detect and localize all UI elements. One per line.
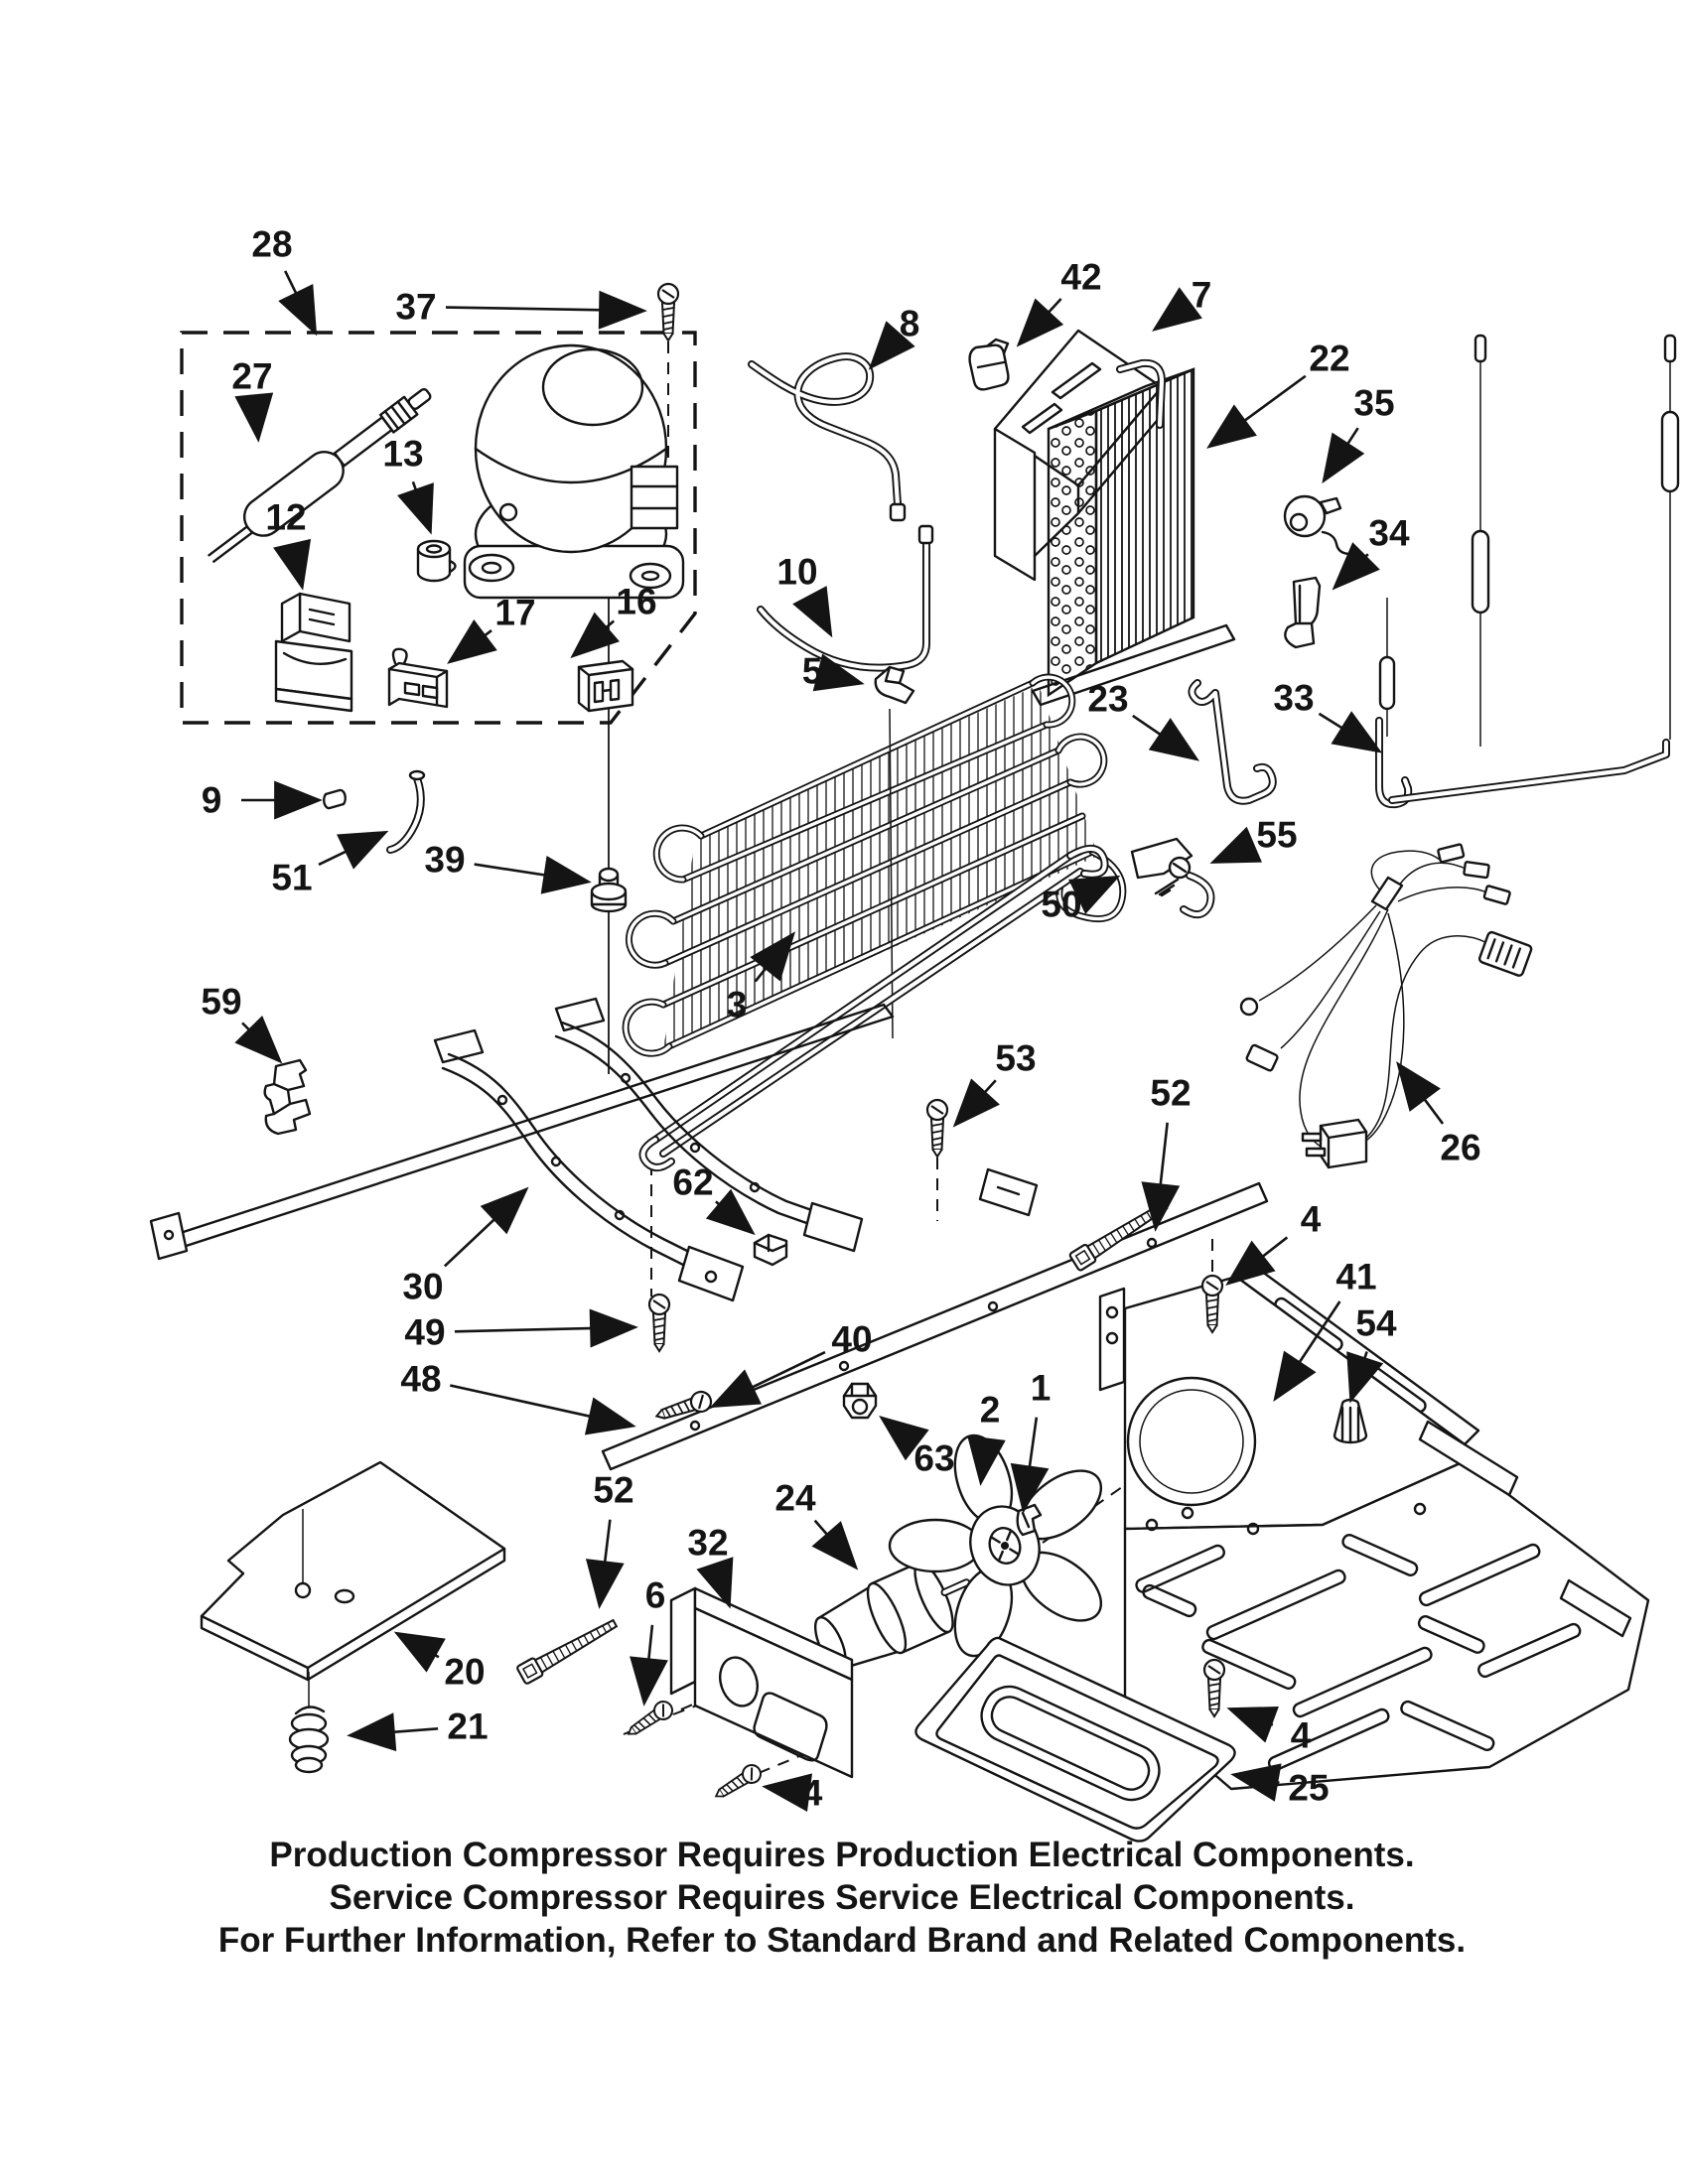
callout-label-13: 13 bbox=[382, 433, 424, 475]
callout-leader-22 bbox=[1210, 376, 1306, 446]
callout-label-55: 55 bbox=[1256, 814, 1298, 856]
callout-leader-50 bbox=[1088, 878, 1116, 891]
callout-leader-20 bbox=[398, 1634, 439, 1657]
callout-label-26: 26 bbox=[1440, 1127, 1481, 1168]
callout-label-50: 50 bbox=[1041, 884, 1082, 925]
callout-leader-55 bbox=[1214, 847, 1249, 862]
callout-leader-23 bbox=[1133, 716, 1195, 758]
callout-leader-49 bbox=[455, 1327, 633, 1331]
callout-label-4: 4 bbox=[1300, 1198, 1322, 1240]
callout-label-35: 35 bbox=[1353, 382, 1395, 424]
callout-leader-27 bbox=[255, 406, 258, 438]
callout-label-32: 32 bbox=[687, 1522, 729, 1564]
callout-leader-12 bbox=[293, 546, 302, 586]
callout-label-4: 4 bbox=[801, 1772, 823, 1814]
callout-leader-59 bbox=[242, 1023, 279, 1060]
wire-connector-16 bbox=[579, 661, 632, 711]
callout-leader-35 bbox=[1325, 428, 1358, 479]
callout-label-22: 22 bbox=[1309, 338, 1350, 379]
callout-label-4: 4 bbox=[1290, 1714, 1312, 1756]
callout-label-6: 6 bbox=[644, 1574, 666, 1616]
small-motor bbox=[1285, 496, 1362, 562]
callout-label-62: 62 bbox=[672, 1161, 714, 1203]
callout-leader-37 bbox=[446, 308, 642, 311]
callout-label-7: 7 bbox=[1191, 274, 1212, 316]
suction-tube-assembly bbox=[1379, 336, 1678, 804]
overload-protector bbox=[418, 541, 456, 581]
callout-label-63: 63 bbox=[913, 1437, 955, 1479]
callout-label-8: 8 bbox=[899, 303, 920, 344]
callout-label-33: 33 bbox=[1273, 677, 1315, 719]
screw-40 bbox=[653, 1389, 713, 1426]
cable-tie-left bbox=[516, 1615, 620, 1685]
evaporator bbox=[626, 677, 1123, 1053]
callout-leader-63 bbox=[883, 1419, 911, 1440]
callout-leader-26 bbox=[1399, 1065, 1443, 1124]
footer-note bbox=[218, 1836, 1466, 1960]
start-relay bbox=[276, 594, 351, 711]
callout-label-53: 53 bbox=[995, 1037, 1037, 1079]
capillary-tube bbox=[761, 526, 932, 668]
callout-label-49: 49 bbox=[404, 1311, 446, 1353]
compressor bbox=[465, 345, 683, 598]
callout-label-37: 37 bbox=[395, 286, 437, 328]
clip-62 bbox=[755, 1235, 786, 1265]
tube-hook bbox=[1192, 683, 1272, 801]
screw-6 bbox=[624, 1699, 676, 1742]
callout-leader-6 bbox=[644, 1625, 652, 1702]
filter-drier bbox=[199, 377, 439, 572]
footer-line-3: For Further Information, Refer to Standard Brand and Related Components. bbox=[217, 1921, 1467, 1960]
callout-label-23: 23 bbox=[1087, 678, 1129, 720]
callout-label-59: 59 bbox=[201, 981, 242, 1023]
callout-leader-40 bbox=[714, 1352, 825, 1406]
callout-label-51: 51 bbox=[271, 857, 313, 898]
callout-label-34: 34 bbox=[1368, 512, 1410, 554]
callout-leader-4 bbox=[767, 1787, 782, 1789]
footer-line-2: Service Compressor Requires Service Electrical Components. bbox=[329, 1878, 1355, 1917]
clip-59 bbox=[265, 1060, 310, 1134]
callout-label-28: 28 bbox=[251, 223, 293, 265]
callout-label-48: 48 bbox=[400, 1358, 442, 1400]
callout-leader-34 bbox=[1335, 554, 1368, 587]
callout-label-24: 24 bbox=[774, 1477, 816, 1519]
callout-label-2: 2 bbox=[979, 1389, 1001, 1431]
callout-leader-39 bbox=[475, 865, 587, 882]
callout-label-17: 17 bbox=[494, 592, 536, 633]
screw-49 bbox=[649, 1295, 669, 1351]
callout-label-27: 27 bbox=[231, 355, 273, 397]
callout-leader-42 bbox=[1020, 299, 1061, 343]
callout-label-30: 30 bbox=[402, 1266, 444, 1307]
callout-label-41: 41 bbox=[1335, 1256, 1377, 1297]
clamp-55 bbox=[1132, 839, 1210, 914]
callout-label-21: 21 bbox=[447, 1706, 489, 1747]
screw-4-left bbox=[711, 1762, 764, 1804]
small-sleeve bbox=[324, 790, 346, 808]
callout-label-52: 52 bbox=[593, 1469, 634, 1511]
callout-label-12: 12 bbox=[265, 496, 307, 538]
callout-label-16: 16 bbox=[616, 581, 657, 622]
callout-leader-52 bbox=[600, 1520, 610, 1604]
callout-label-25: 25 bbox=[1288, 1767, 1330, 1809]
callout-leader-33 bbox=[1319, 714, 1378, 751]
callout-label-9: 9 bbox=[201, 779, 222, 821]
footer-line-1: Production Compressor Requires Production Electrical Components. bbox=[269, 1836, 1415, 1874]
callout-leader-21 bbox=[351, 1728, 438, 1735]
callout-label-10: 10 bbox=[776, 551, 818, 593]
callout-leader-53 bbox=[956, 1080, 996, 1124]
compressor-grommet bbox=[592, 869, 626, 911]
condenser-clip bbox=[970, 340, 1009, 389]
callout-leader-48 bbox=[450, 1385, 632, 1426]
callout-leader-30 bbox=[445, 1190, 525, 1266]
hex-nut bbox=[844, 1384, 876, 1418]
callout-label-42: 42 bbox=[1060, 256, 1102, 298]
callout-label-1: 1 bbox=[1030, 1367, 1052, 1409]
callout-leader-51 bbox=[319, 833, 384, 865]
screw-53 bbox=[927, 1100, 947, 1157]
grommet-spring bbox=[290, 1706, 328, 1772]
callout-leader-7 bbox=[1156, 313, 1178, 329]
callout-label-39: 39 bbox=[424, 839, 466, 881]
callout-leader-13 bbox=[413, 481, 430, 530]
callout-leader-24 bbox=[815, 1521, 855, 1567]
wiring-harness bbox=[1241, 844, 1532, 1167]
callout-leader-5 bbox=[841, 678, 860, 683]
callout-leader-17 bbox=[451, 630, 491, 661]
callout-label-20: 20 bbox=[444, 1651, 486, 1693]
callout-leader-10 bbox=[811, 598, 830, 633]
callout-label-54: 54 bbox=[1355, 1302, 1397, 1344]
tube-bracket bbox=[1285, 578, 1320, 647]
callout-label-5: 5 bbox=[801, 650, 823, 692]
evaporator-clip bbox=[876, 667, 913, 703]
wire-connector-17 bbox=[389, 649, 447, 707]
callout-leader-62 bbox=[716, 1201, 752, 1232]
callout-label-3: 3 bbox=[726, 984, 748, 1025]
callout-leader-8 bbox=[872, 345, 890, 366]
callout-leader-28 bbox=[285, 271, 315, 332]
discharge-tube bbox=[752, 356, 905, 520]
callout-label-40: 40 bbox=[831, 1318, 873, 1360]
callout-label-52: 52 bbox=[1150, 1072, 1192, 1114]
drain-tube-51 bbox=[390, 771, 424, 850]
